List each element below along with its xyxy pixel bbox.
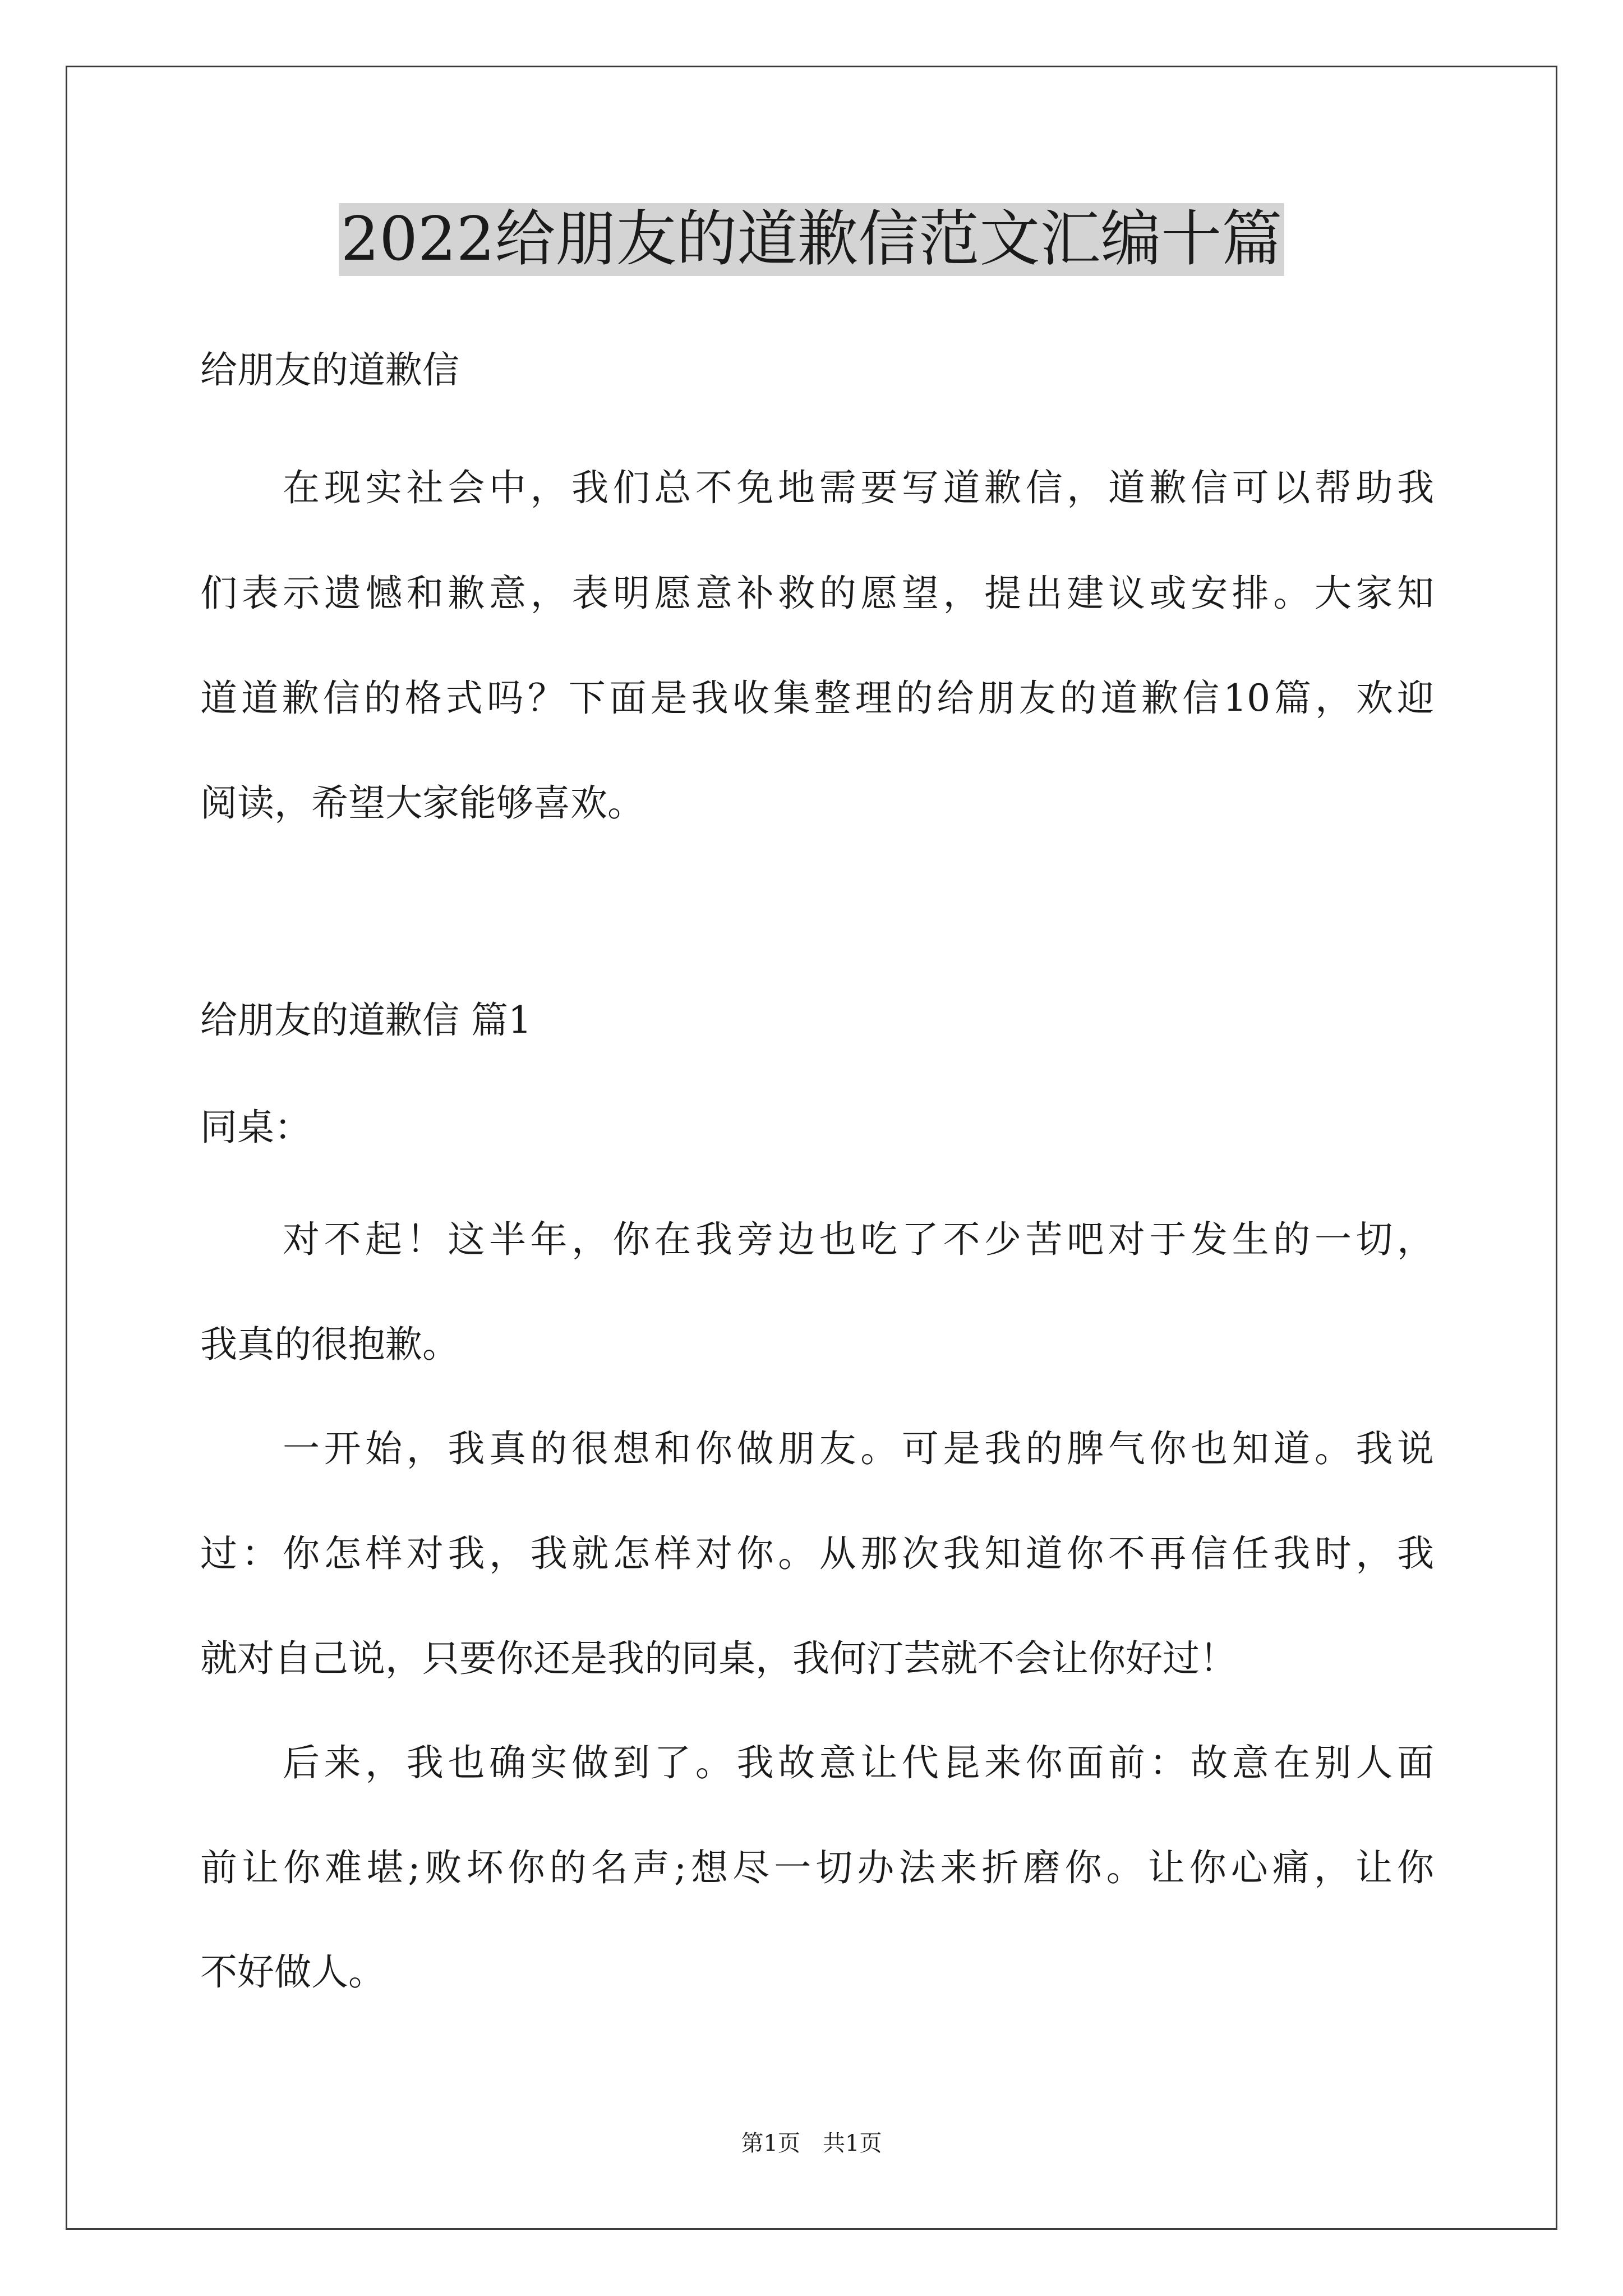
paragraph-line: 对不起！这半年，你在我旁边也吃了不少苦吧对于发生的一切， [283, 1218, 1434, 1261]
paragraph-line: 在现实社会中，我们总不免地需要写道歉信，道歉信可以帮助我 [283, 466, 1434, 509]
paragraph-line: 就对自己说，只要你还是我的同桌，我何汀芸就不会让你好过！ [200, 1637, 1237, 1680]
paragraph-line: 后来，我也确实做到了。我故意让代昆来你面前：故意在别人面 [283, 1741, 1434, 1784]
paragraph-line: 不好做人。 [200, 1950, 385, 1994]
document-title: 2022给朋友的道歉信范文汇编十篇 [339, 203, 1285, 276]
paragraph-line: 一开始，我真的很想和你做朋友。可是我的脾气你也知道。我说 [283, 1427, 1434, 1470]
paragraph-line: 道道歉信的格式吗？下面是我收集整理的给朋友的道歉信10篇，欢迎 [200, 677, 1434, 720]
paragraph-line: 阅读，希望大家能够喜欢。 [200, 781, 644, 825]
paragraph-line: 过：你怎样对我，我就怎样对你。从那次我知道你不再信任我时，我 [200, 1532, 1434, 1575]
page-footer: 第1页 共1页 [741, 2131, 882, 2156]
section-heading: 给朋友的道歉信 [200, 348, 459, 392]
section-heading: 给朋友的道歉信 篇1 [200, 999, 532, 1042]
salutation: 同桌： [200, 1106, 311, 1149]
paragraph-line: 们表示遗憾和歉意，表明愿意补救的愿望，提出建议或安排。大家知 [200, 572, 1434, 615]
paragraph-line: 我真的很抱歉。 [200, 1323, 459, 1366]
title-container [0, 203, 1623, 276]
paragraph-line: 前让你难堪;败坏你的名声;想尽一切办法来折磨你。让你心痛，让你 [200, 1846, 1434, 1889]
